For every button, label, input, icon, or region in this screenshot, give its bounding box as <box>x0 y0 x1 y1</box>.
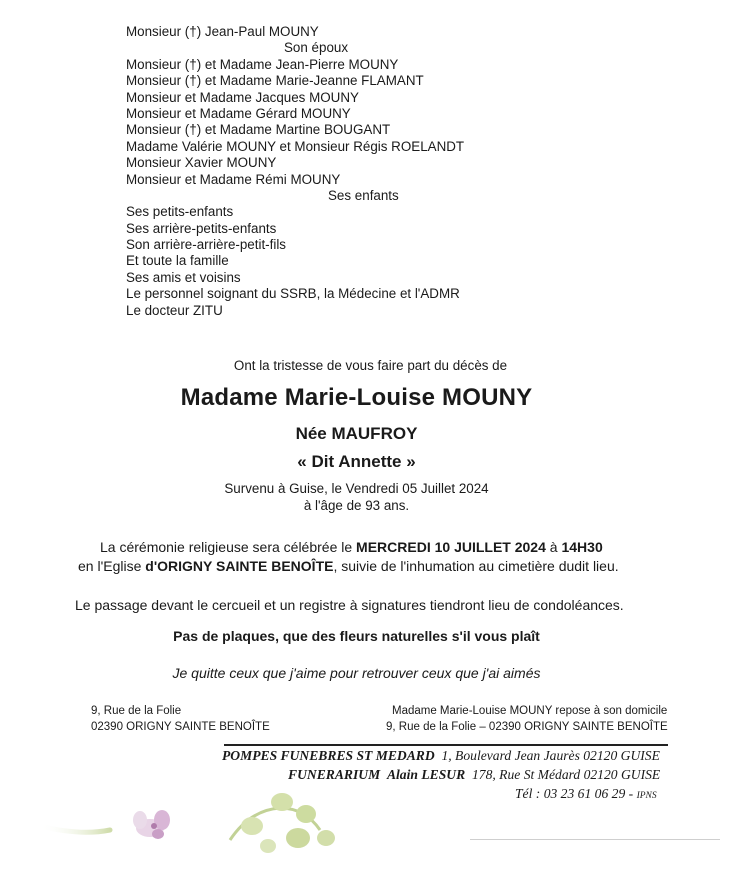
family-line: Le docteur ZITU <box>126 302 223 318</box>
relation-label: Son époux <box>284 40 349 56</box>
family-line: Monsieur Xavier MOUNY <box>126 155 277 171</box>
funerarium-label: FUNERARIUM <box>288 767 381 782</box>
maiden-name: Née MAUFROY <box>295 424 418 443</box>
death-age: à l'âge de 93 ans. <box>303 498 410 513</box>
family-line: Monsieur et Madame Jacques MOUNY <box>126 89 359 105</box>
death-date: Survenu à Guise, le Vendredi 05 Juillet 2024 <box>224 481 489 496</box>
funeral-home-address: 1, Boulevard Jean Jaurès 02120 GUISE <box>441 748 660 763</box>
family-line: Monsieur (†) et Madame Marie-Jeanne FLAMANT <box>126 73 424 89</box>
ceremony-at: à <box>545 539 562 555</box>
family-line: Monsieur (†) et Madame Jean-Pierre MOUNY <box>126 56 399 72</box>
family-line: Monsieur (†) et Madame Martine BOUGANT <box>126 122 391 138</box>
deceased-name: Madame Marie-Louise MOUNY <box>180 384 533 411</box>
family-address-city: 02390 ORIGNY SAINTE BENOÎTE <box>91 721 270 733</box>
ceremony-date: MERCREDI 10 JUILLET 2024 <box>356 539 546 555</box>
family-line: Monsieur et Madame Rémi MOUNY <box>126 171 341 187</box>
funeral-home-line-1 <box>222 748 660 764</box>
funerarium-address: 178, Rue St Médard 02120 GUISE <box>471 767 661 782</box>
family-list <box>126 24 464 319</box>
funeral-home-phone-line <box>515 786 657 802</box>
flowers-note: Pas de plaques, que des fleurs naturelles s'il vous plaît <box>173 628 540 644</box>
family-line: Monsieur et Madame Gérard MOUNY <box>126 105 351 121</box>
intro-text: Ont la tristesse de vous faire part du décès de <box>233 358 508 373</box>
orchid-decoration-icon <box>0 790 380 874</box>
funerarium-owner: Alain LESUR <box>386 767 466 782</box>
ceremony-prefix: La cérémonie religieuse sera célébrée le <box>100 539 357 555</box>
ipns-mark: IPNS <box>636 791 657 801</box>
bottom-divider <box>470 839 720 840</box>
ceremony-time: 14H30 <box>561 539 603 555</box>
church-place: d'ORIGNY SAINTE BENOÎTE <box>145 558 334 574</box>
orchid-flower-icon <box>133 810 170 839</box>
repose-notice: Madame Marie-Louise MOUNY repose à son domicile <box>392 705 668 717</box>
ceremony-line-1 <box>100 539 603 555</box>
funeral-home-name: POMPES FUNEBRES ST MEDARD <box>222 748 435 763</box>
repose-address: 9, Rue de la Folie – 02390 ORIGNY SAINTE BENOÎTE <box>386 721 668 733</box>
funeral-home-phone: Tél : 03 23 61 06 29 - <box>515 786 634 801</box>
funeral-home-line-2 <box>288 767 660 783</box>
family-line: Ses arrière-petits-enfants <box>126 220 277 236</box>
orchid-bud-icon <box>241 793 335 853</box>
condolences-note: Le passage devant le cercueil et un registre à signatures tiendront lieu de condoléances. <box>75 597 624 613</box>
ceremony-line-2 <box>78 558 619 574</box>
family-address-street: 9, Rue de la Folie <box>91 705 182 717</box>
church-prefix: en l'Eglise <box>78 558 146 574</box>
farewell-quote: Je quitte ceux que j'aime pour retrouver ceux que j'ai aimés <box>172 665 541 681</box>
family-line: Ses petits-enfants <box>126 204 234 220</box>
family-line: Et toute la famille <box>126 253 229 269</box>
burial-text: , suivie de l'inhumation au cimetière dudit lieu. <box>333 558 619 574</box>
family-line: Monsieur (†) Jean-Paul MOUNY <box>126 24 319 39</box>
family-line: Ses amis et voisins <box>126 269 241 285</box>
relation-label: Ses enfants <box>328 187 399 203</box>
family-line: Le personnel soignant du SSRB, la Médecine et l'ADMR <box>126 286 460 302</box>
family-line: Son arrière-arrière-petit-fils <box>126 237 286 253</box>
family-line: Madame Valérie MOUNY et Monsieur Régis ROELANDT <box>126 138 465 154</box>
nickname: « Dit Annette » <box>297 452 416 471</box>
footer-divider <box>224 744 668 746</box>
